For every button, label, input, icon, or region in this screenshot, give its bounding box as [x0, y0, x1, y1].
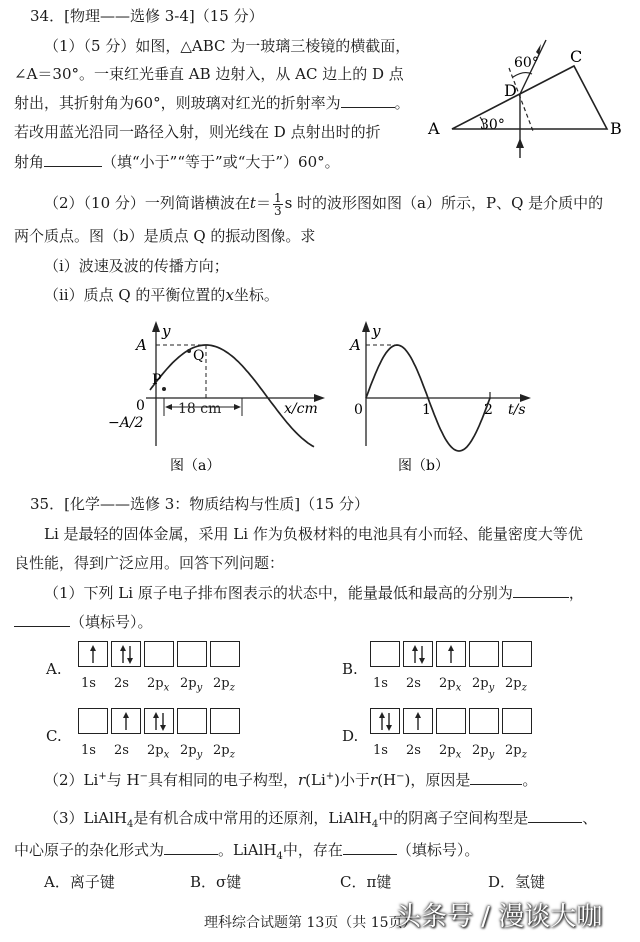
distance-arrow-left — [165, 404, 172, 410]
time-variable: t — [249, 194, 256, 212]
orbital-box-empty — [502, 708, 532, 734]
orbital-box-single — [436, 641, 466, 667]
q35-p3-text-a: （3）LiAlH — [44, 809, 128, 827]
orbital-box-paired — [111, 641, 141, 667]
q34-p2-line1-text: （2）（10 分）一列简谐横波在 — [44, 194, 250, 212]
point-p — [162, 387, 166, 391]
y-axis-arrow — [362, 321, 370, 332]
q35-p3-l2-text-c: 中，存在 — [282, 841, 343, 859]
q34-p1-line5 — [14, 152, 340, 172]
q34-p2-item-ii-text: （ii）质点 Q 的平衡位置的 — [44, 286, 226, 304]
orbital-label: $2p_x$ — [439, 743, 462, 761]
orbital-box-paired — [144, 708, 174, 734]
point-q — [187, 349, 191, 353]
orbital-box-empty — [436, 708, 466, 734]
q35-intro-line1: Li 是最轻的固体金属，采用 Li 作为负极材料的电池具有小而轻、能量密度大等优 — [44, 525, 583, 543]
ray-arrow-up — [516, 138, 524, 148]
superscript-minus: − — [139, 771, 148, 782]
orbital-subscript: y — [196, 749, 203, 761]
q35-p2-text-g: )，原因是 — [404, 771, 471, 789]
neg-half-amplitude-label: −A/2 — [108, 415, 144, 431]
q34-p1-line3-text: 射出，其折射角为60°，则玻璃对红光的折射率为 — [14, 94, 341, 112]
option-letter: D. — [342, 727, 359, 745]
t-axis-label: t/s — [508, 402, 526, 418]
orbital-label: $2p_y$ — [180, 743, 203, 761]
separator: ， — [568, 584, 584, 602]
radius-symbol: r — [297, 771, 306, 789]
figure-b-caption: 图（b） — [398, 458, 449, 474]
orbital-label: $2p_y$ — [472, 676, 495, 694]
orbital-label: $2p_z$ — [213, 676, 235, 694]
orbital-box-single — [111, 708, 141, 734]
orbital-box-empty — [469, 708, 499, 734]
q35-p2-text-d: (Li — [305, 771, 326, 789]
orbital-label: $2p_z$ — [505, 676, 527, 694]
q35-intro-line2: 良性能，得到广泛应用。回答下列问题： — [14, 554, 285, 572]
point-d-label: D — [504, 81, 517, 100]
distance-label: 18 cm — [178, 401, 222, 417]
q35-p1-line2 — [14, 612, 153, 632]
choice-b: B．σ键 — [190, 873, 242, 891]
q35-p3-l2-text-a: 中心原子的杂化形式为 — [14, 841, 165, 859]
q34-p1-line3 — [14, 93, 410, 113]
superscript-plus: + — [98, 771, 107, 782]
orbital-subscript: z — [521, 749, 527, 761]
orbital-box-single — [78, 641, 108, 667]
q35-p1-line1-text: （1）下列 Li 原子电子排布图表示的状态中，能量最低和最高的分别为 — [44, 584, 513, 602]
answer-blank — [470, 770, 522, 785]
q35-p2-text-c: 具有相同的电子构型， — [147, 771, 298, 789]
answer-blank — [513, 583, 569, 598]
amplitude-label: A — [136, 336, 147, 354]
orbital-label: $2p_x$ — [147, 676, 170, 694]
orbital-box-single — [403, 708, 433, 734]
choice-a: A．离子键 — [44, 873, 115, 891]
q34-p2-item-i: （i）波速及波的传播方向； — [44, 257, 229, 275]
equals-sign: ＝ — [255, 194, 271, 212]
q35-header: 35．[化学——选修 3：物质结构与性质]（15 分） — [30, 495, 369, 513]
origin-label: 0 — [136, 398, 145, 414]
q35-p2-text-b: 与 H — [106, 771, 140, 789]
q35-p2-text-e: )小于 — [334, 771, 371, 789]
q34-p2-line1-rest: s 时的波形图如图（a）所示，P、Q 是介质中的 — [284, 194, 604, 212]
time-fraction — [273, 192, 283, 217]
q34-p2-line1 — [44, 188, 603, 218]
orbital-box-empty — [144, 641, 174, 667]
q34-p1-line2: ∠A＝30°。一束红光垂直 AB 边射入，从 AC 边上的 D 点 — [14, 65, 404, 83]
y-axis-arrow — [152, 321, 160, 332]
answer-blank — [14, 612, 70, 627]
q34-p1-line3-end: 。 — [394, 94, 410, 112]
x-axis-label: x/cm — [284, 401, 318, 417]
subscript-4: 4 — [371, 819, 379, 830]
figure-a-caption: 图（a） — [170, 458, 221, 474]
orbital-subscript: y — [196, 682, 203, 694]
prism-diagram — [422, 30, 632, 166]
orbital-box-empty — [210, 641, 240, 667]
t-axis-arrow — [520, 394, 531, 402]
answer-blank — [164, 840, 218, 855]
distance-arrow-right — [234, 404, 241, 410]
orbital-box-empty — [502, 641, 532, 667]
q35-p3-l2-text-d: （填标号）。 — [396, 841, 480, 859]
option-letter: C. — [46, 727, 62, 745]
answer-blank — [343, 840, 397, 855]
orbital-subscript: z — [229, 749, 235, 761]
orbital-box-empty — [210, 708, 240, 734]
superscript-plus: + — [325, 771, 335, 782]
superscript-minus: − — [396, 771, 405, 782]
x-variable: x — [225, 286, 234, 304]
fraction-denominator: 3 — [273, 203, 282, 218]
q35-p3-line2 — [14, 840, 479, 860]
angle-60-label: 60° — [514, 55, 539, 71]
orbital-label: 1s — [373, 676, 388, 691]
amplitude-label: A — [350, 336, 361, 354]
page-footer: 理科综合试题第 13页（共 15页） — [204, 915, 417, 931]
tick-2-label: 2 — [484, 402, 493, 418]
orbital-subscript: x — [455, 749, 462, 761]
answer-blank — [341, 93, 395, 108]
q34-p2-line2: 两个质点。图（b）是质点 Q 的振动图像。求 — [14, 227, 316, 245]
orbital-box-empty — [469, 641, 499, 667]
orbital-label: $2p_x$ — [147, 743, 170, 761]
wave-curve — [150, 345, 314, 447]
orbital-box-empty — [370, 641, 400, 667]
radius-symbol: r — [370, 771, 378, 789]
orbital-label: $2p_y$ — [180, 676, 203, 694]
subscript-4: 4 — [276, 851, 283, 862]
answer-blank — [528, 808, 582, 823]
tick-1-label: 1 — [422, 402, 431, 418]
orbital-box-empty — [177, 641, 207, 667]
q35-p3-l2-text-b: 。LiAlH — [218, 841, 277, 859]
option-letter: A. — [46, 660, 62, 678]
q34-p2-item-ii-end: 坐标。 — [233, 286, 279, 304]
orbital-subscript: z — [229, 682, 235, 694]
q35-p3-text-b: 是有机合成中常用的还原剂，LiAlH — [133, 809, 372, 827]
orbital-box-row — [370, 708, 535, 734]
orbital-label: 2s — [406, 676, 421, 691]
orbital-label: 2s — [406, 743, 421, 758]
watermark: 头条号 / 漫谈大咖 — [395, 902, 603, 932]
q35-p2-text-a: （2）Li — [44, 771, 99, 789]
orbital-label: $2p_z$ — [505, 743, 527, 761]
orbital-subscript: z — [521, 682, 527, 694]
q35-p2-line — [44, 770, 537, 790]
point-p-label: P — [152, 372, 162, 388]
option-letter: B. — [342, 660, 358, 678]
orbital-subscript: x — [163, 749, 170, 761]
q34-p1-line5-text: 射角 — [14, 153, 45, 171]
orbital-box-empty — [78, 708, 108, 734]
orbital-label: 1s — [373, 743, 388, 758]
orbital-box-paired — [403, 641, 433, 667]
point-q-label: Q — [193, 348, 205, 364]
q35-p1-line2-text: （填标号）。 — [70, 613, 153, 631]
q34-p1-line5-end: （填“小于”“等于”或“大于”）60°。 — [102, 153, 340, 171]
orbital-label: $2p_z$ — [213, 743, 235, 761]
orbital-label: 2s — [114, 743, 129, 758]
q35-p2-text-f: (H — [377, 771, 397, 789]
q35-p3-text-c: 中的阴离子空间构型是 — [378, 809, 529, 827]
orbital-subscript: x — [455, 682, 462, 694]
vertex-a-label: A — [428, 119, 440, 138]
subscript-4: 4 — [127, 819, 134, 830]
choice-c: C．π键 — [340, 873, 392, 891]
q35-p3-end: 、 — [582, 809, 598, 827]
answer-blank — [44, 152, 102, 167]
q35-p3-line1 — [44, 808, 597, 828]
orbital-label: 1s — [81, 676, 96, 691]
fraction-numerator: 1 — [273, 190, 282, 205]
q35-p1-line1 — [44, 583, 584, 603]
origin-label: 0 — [354, 402, 363, 418]
orbital-label: 2s — [114, 676, 129, 691]
orbital-subscript: y — [488, 749, 495, 761]
q34-header: 34．[物理——选修 3-4]（15 分） — [30, 7, 264, 25]
q34-p1-line1: （1）（5 分）如图，△ABC 为一玻璃三棱镜的横截面， — [44, 37, 411, 55]
orbital-label: 1s — [81, 743, 96, 758]
vertex-c-label: C — [570, 47, 583, 66]
orbital-subscript: x — [163, 682, 170, 694]
orbital-box-row — [78, 708, 243, 734]
orbital-label: $2p_y$ — [472, 743, 495, 761]
orbital-box-row — [370, 641, 535, 667]
orbital-label: $2p_x$ — [439, 676, 462, 694]
orbital-box-paired — [370, 708, 400, 734]
wave-figure-a — [100, 318, 330, 480]
choice-d: D．氢键 — [488, 873, 546, 891]
y-axis-label: y — [162, 322, 171, 340]
q34-p1-line4: 若改用蓝光沿同一路径入射，则光线在 D 点射出时的折 — [14, 123, 381, 141]
vibration-figure-b — [336, 318, 536, 480]
orbital-subscript: y — [488, 682, 495, 694]
q35-p2-end: 。 — [522, 771, 538, 789]
y-axis-label: y — [372, 322, 381, 340]
q34-p2-item-ii — [44, 285, 279, 305]
orbital-box-empty — [177, 708, 207, 734]
orbital-box-row — [78, 641, 243, 667]
vertex-b-label: B — [610, 119, 622, 138]
angle-30-label: 30° — [480, 117, 505, 133]
